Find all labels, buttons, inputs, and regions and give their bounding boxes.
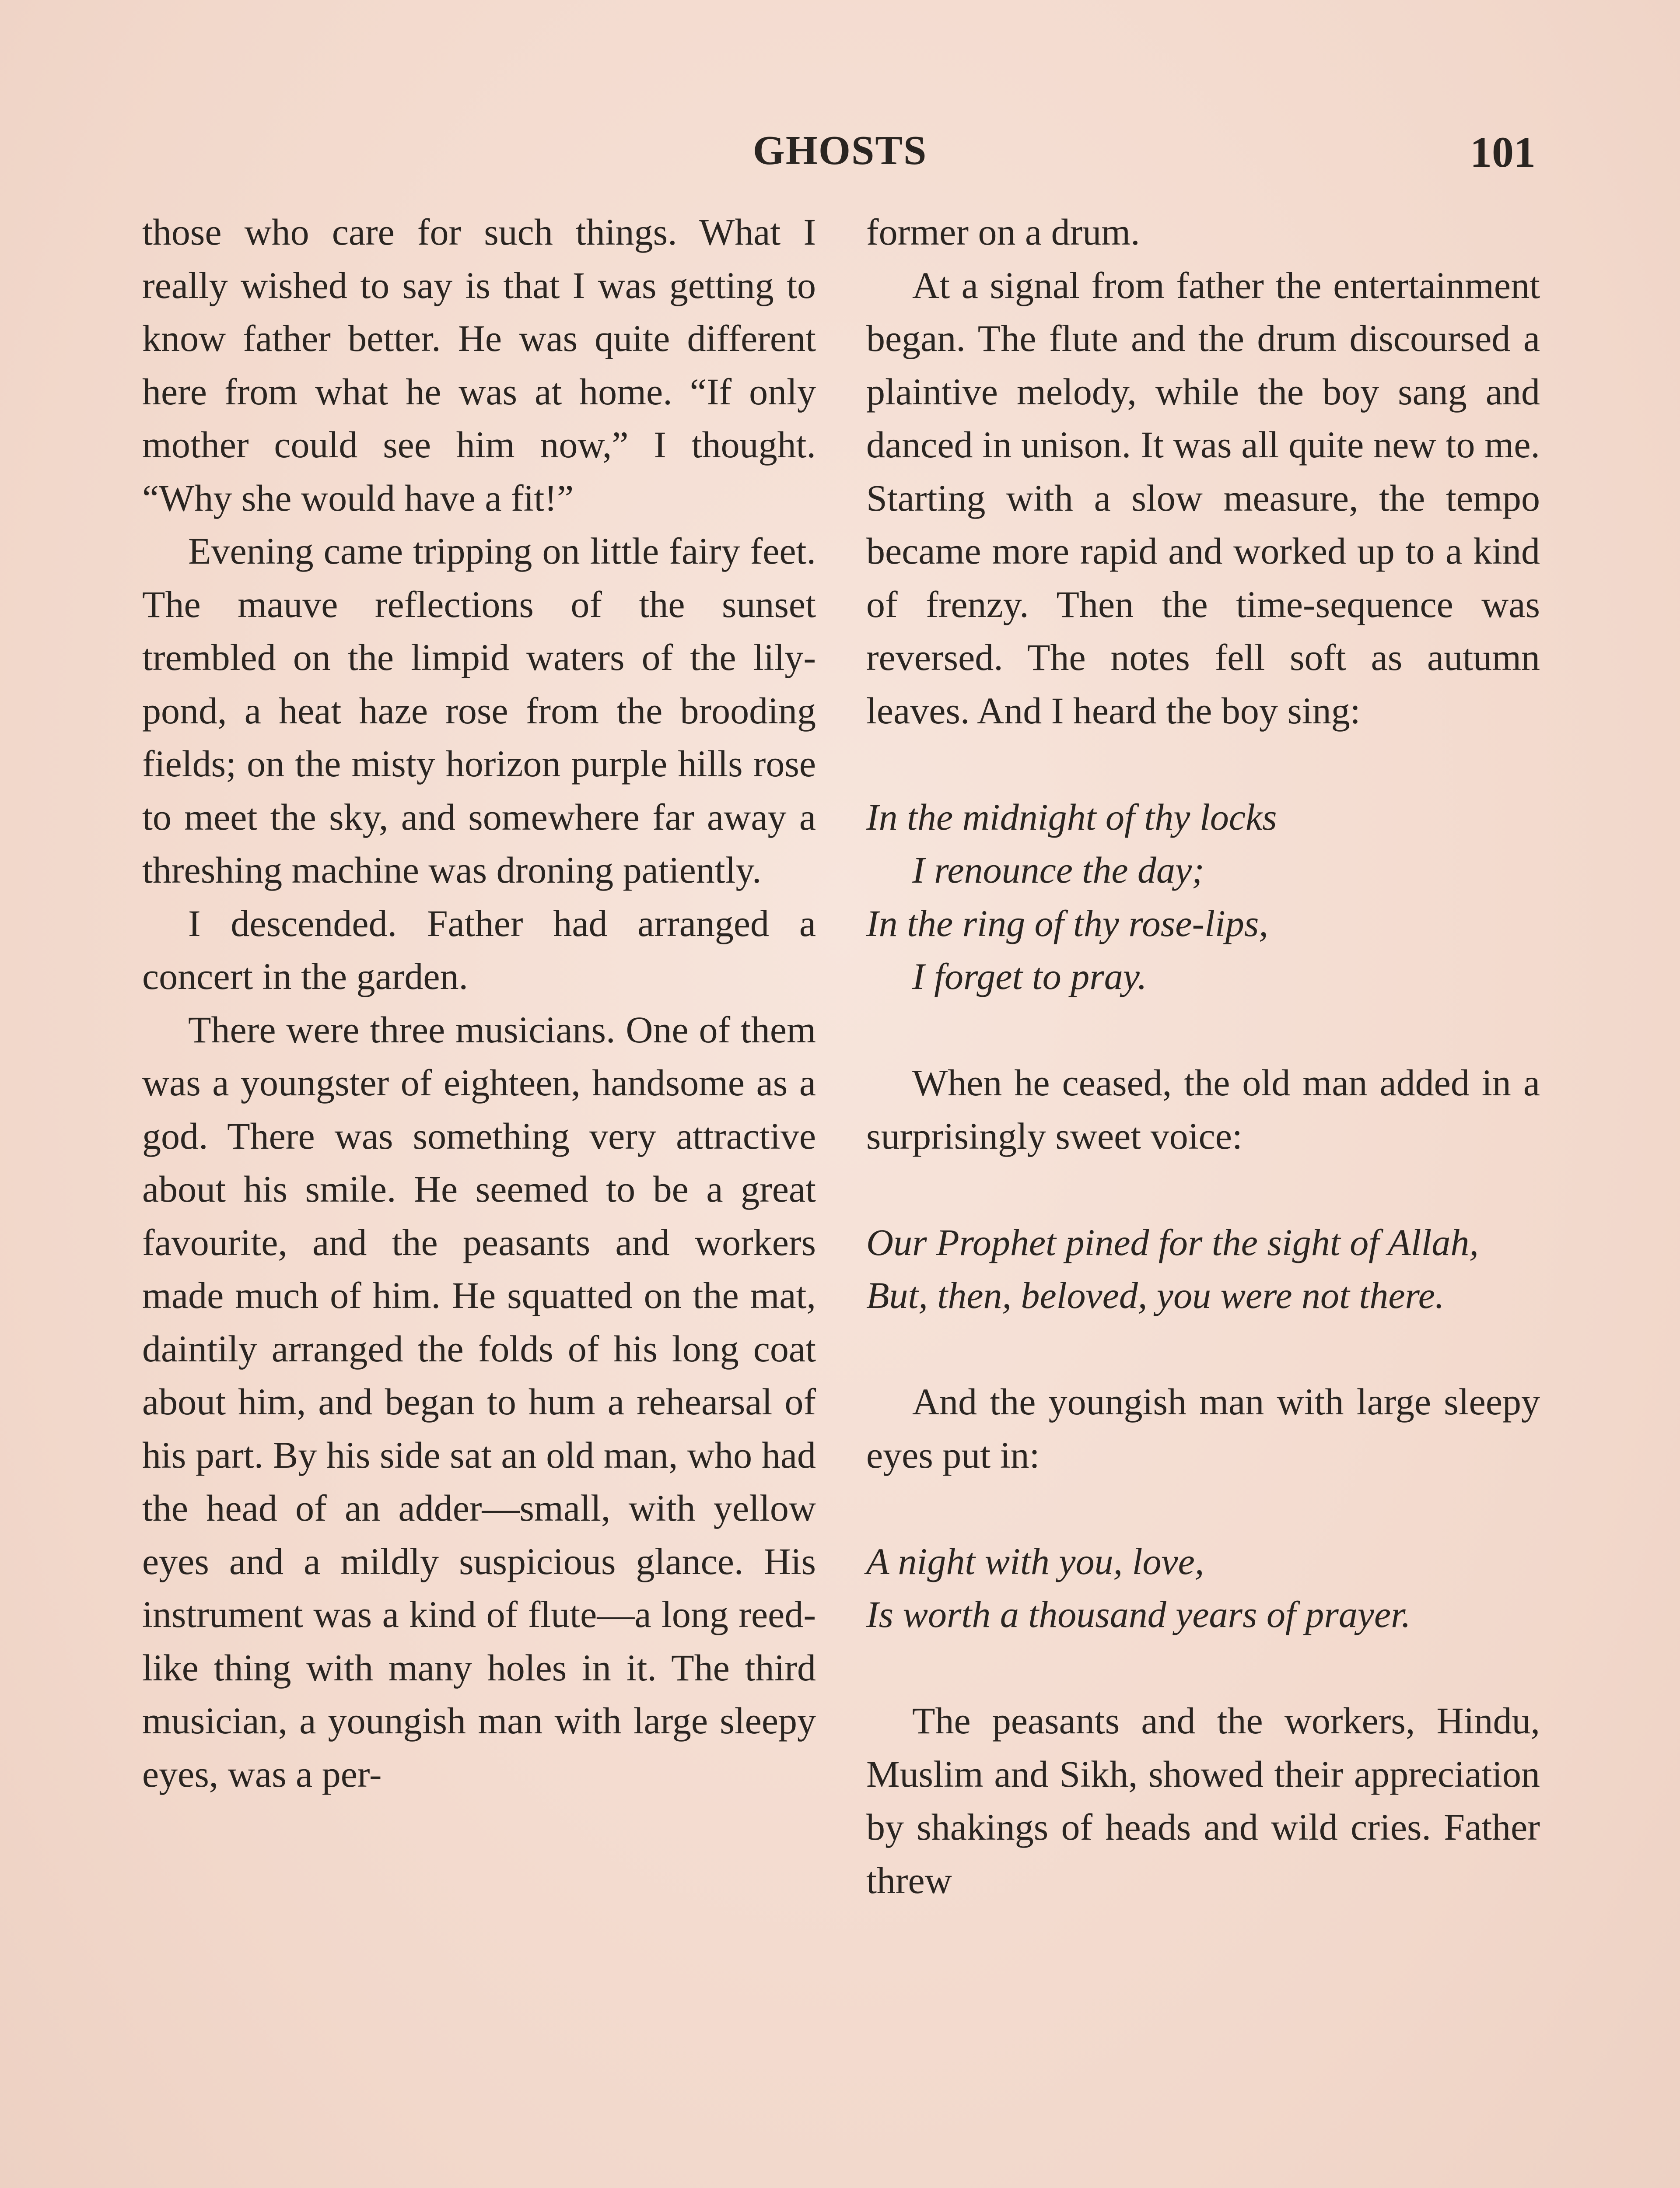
verse-youngish-man [866,1535,1540,1641]
paragraph: Evening came tripping on little fairy feet. The mauve reflections of the sunset trembled on the limpid waters of the lily-pond, a heat haze rose from the brooding fields; on the misty horizon purple hills rose to meet the sky, and somewhere far away a threshing machine was droning patiently. [142,530,816,891]
paragraph: I descended. Father had arranged a concert in the garden. [142,902,816,997]
paragraph: those who care for such things. What I really wished to say is that I was getting to know father better. He was quite different here from what he was at home. “If only mother could see him now,” I thought. “Why she would have a fit!” [142,211,816,519]
verse-line: In the midnight of thy locks [866,796,1277,838]
running-head: GHOSTS [752,128,928,173]
verse-old-man [866,1216,1540,1322]
verse-line: Is worth a thousand years of prayer. [866,1593,1411,1635]
verse-line: But, then, beloved, you were not there. [866,1274,1445,1316]
verse-line: In the ring of thy rose-lips, [866,902,1268,944]
verse-line: I renounce the day; [912,849,1204,891]
paragraph: former on a drum. [866,211,1140,253]
paragraph: When he ceased, the old man added in a surprisingly sweet voice: [866,1062,1540,1157]
left-column [142,206,816,1801]
paragraph: And the youngish man with large sleepy eyes put in: [866,1381,1540,1476]
paragraph: The peasants and the workers, Hindu, Muslim and Sikh, showed their appreciation by shakings of heads and wild cries. Father threw [866,1700,1540,1901]
verse-line: A night with you, love, [866,1540,1204,1582]
page-number: 101 [1470,128,1536,176]
verse-line: I forget to pray. [912,955,1147,997]
verse-boy [866,791,1540,1003]
right-column [866,206,1540,1907]
verse-line: Our Prophet pined for the sight of Allah, [866,1221,1479,1263]
page-header [144,127,1536,193]
paragraph: At a signal from father the entertainment began. The flute and the drum discoursed a plaintive melody, while the boy sang and danced in unison. It was all quite new to me. Starting with a slow measure, the tempo became more rapid and worked up to a kind of frenzy. Then the time-sequence was reversed. The notes fell soft as autumn leaves. And I heard the boy sing: [866,264,1540,732]
paragraph: There were three musicians. One of them was a youngster of eighteen, handsome as a god. There was something very attractive about his smile. He seemed to be a great favourite, and the peasants and workers made much of him. He squatted on the mat, daintily arranged the folds of his long coat about him, and began to hum a rehearsal of his part. By his side sat an old man, who had the head of an adder—small, with yellow eyes and a mildly suspicious glance. His instrument was a kind of flute—a long reed-like thing with many holes in it. The third musician, a youngish man with large sleepy eyes, was a per- [142,1008,816,1795]
